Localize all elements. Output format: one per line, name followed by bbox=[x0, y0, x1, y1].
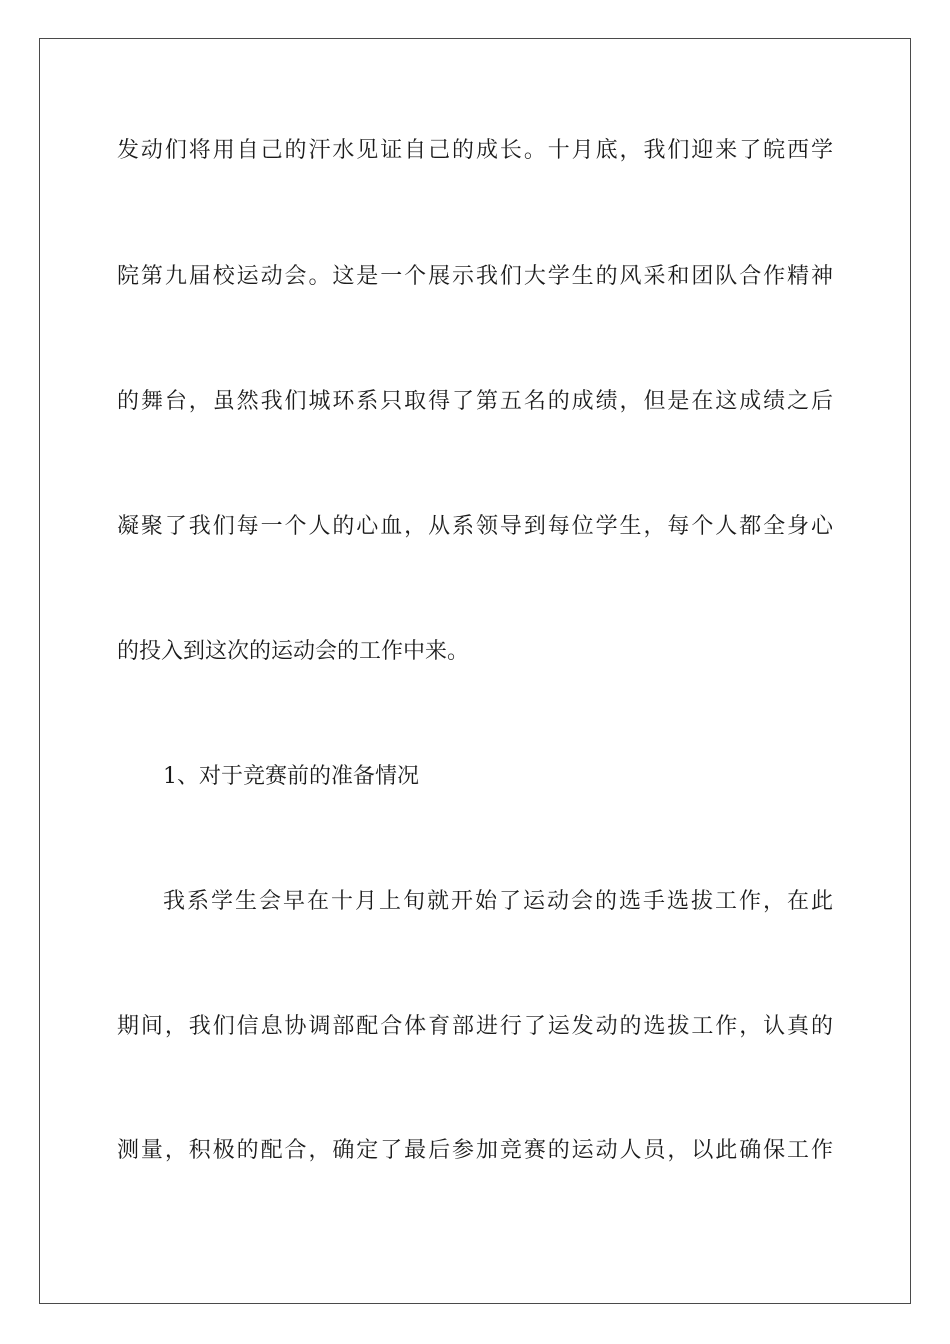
paragraph-line-3: 的舞台，虽然我们城环系只取得了第五名的成绩，但是在这成绩之后 bbox=[117, 389, 833, 414]
paragraph-line-1: 发动们将用自己的汗水见证自己的成长。十月底，我们迎来了皖西学 bbox=[117, 138, 833, 163]
paragraph-line-2: 院第九届校运动会。这是一个展示我们大学生的风采和团队合作精神 bbox=[117, 264, 833, 289]
paragraph-line-5: 的投入到这次的运动会的工作中来。 bbox=[117, 639, 470, 664]
paragraph-line-4: 凝聚了我们每一个人的心血，从系领导到每位学生，每个人都全身心 bbox=[117, 514, 833, 539]
page-border bbox=[39, 38, 911, 1304]
paragraph-line-7: 期间，我们信息协调部配合体育部进行了运发动的选拔工作，认真的 bbox=[117, 1014, 833, 1039]
paragraph-line-6: 我系学生会早在十月上旬就开始了运动会的选手选拔工作，在此 bbox=[163, 889, 833, 914]
paragraph-line-8: 测量，积极的配合，确定了最后参加竞赛的运动人员，以此确保工作 bbox=[117, 1138, 833, 1163]
section-heading: 1、对于竞赛前的准备情况 bbox=[163, 764, 419, 789]
